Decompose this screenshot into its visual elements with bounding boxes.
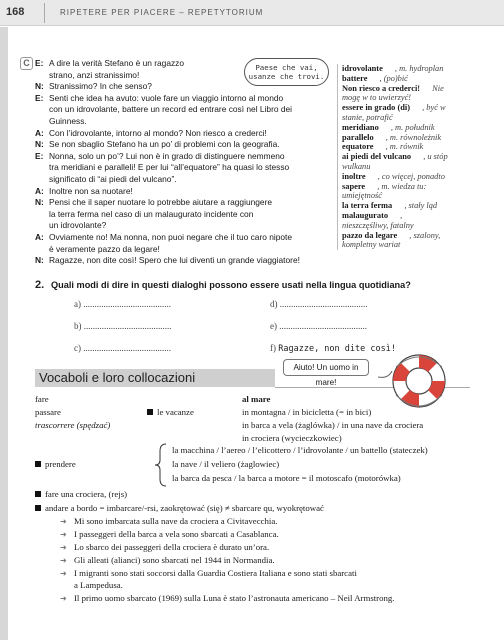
dialog-line xyxy=(35,104,335,116)
speaker-label: E: xyxy=(35,92,44,103)
example-sentence: Gli alleati (alianci) sono sbarcati nel 1944 in Normandia. xyxy=(74,555,275,565)
glossary-term: inoltre xyxy=(342,171,366,181)
glossary-term: Non riesco a crederci! xyxy=(342,83,421,93)
verb-passare: passare xyxy=(35,407,61,417)
verb-fare: fare xyxy=(35,394,49,404)
example-sentence: a Lampedusa. xyxy=(74,580,123,590)
dialog-line xyxy=(35,186,335,198)
bullet-icon xyxy=(35,461,41,467)
glossary-term: equatore xyxy=(342,142,374,152)
prendere-label: prendere xyxy=(45,459,76,469)
arrow-icon: ➜ xyxy=(60,569,67,578)
dialog-line xyxy=(35,93,335,105)
dialog-text-line: Stranissimo? In che senso? xyxy=(49,81,152,92)
glossary-entry xyxy=(342,172,449,182)
dialog-text-line: Ovviamente no! Ma nonna, non puoi negare che il tuo caro nipote xyxy=(49,231,293,242)
glossary-translation: , stały ląd xyxy=(404,201,438,211)
example-sentence: Lo sbarco dei passeggeri della crociera è durato un’ora. xyxy=(74,542,270,552)
speaker-label xyxy=(35,162,49,174)
glossary-entry xyxy=(342,182,449,202)
prendere-item-1: la macchina / l’aereo / l’elicottero / l’idrovolante / un battello (stateczek) xyxy=(172,445,428,455)
glossary-entry xyxy=(342,103,449,123)
answer-label: d) xyxy=(270,299,278,309)
dialog-text-line: Senti che idea ha avuto: vuole fare un viaggio intorno al mondo xyxy=(49,92,284,103)
le-vacanze-label: le vacanze xyxy=(157,407,194,417)
vocab-title: Vocaboli e loro collocazioni xyxy=(39,370,196,385)
glossary-entry xyxy=(342,142,449,152)
dialog-text-line: un idrovolante? xyxy=(49,220,107,231)
speaker-label xyxy=(35,244,49,256)
glossary-translation: , u stóp wulkanu xyxy=(342,152,448,171)
answer-label: b) xyxy=(74,321,82,331)
glossary-translation: , m. równoleżnik xyxy=(385,132,442,142)
example-sentence: Mi sono imbarcata sulla nave da crociera a Civitavecchia. xyxy=(74,516,278,526)
glossary-term: la terra ferma xyxy=(342,201,393,211)
place-montagna: in montagna / in bicicletta (= in bici) xyxy=(242,407,372,417)
margin-strip xyxy=(0,27,8,640)
fare-crociera-label: fare una crociera, (rejs) xyxy=(45,489,128,499)
answer-label: c) xyxy=(74,343,81,353)
place-crociera: in crociera (wycieczkowiec) xyxy=(242,433,342,443)
glossary-term: essere in grado (di) xyxy=(342,103,411,113)
example-sentence: Il primo uomo sbarcato (1969) sulla Luna è stato l’astronauta americano – Neil Armstrong. xyxy=(74,593,395,603)
answer-a[interactable] xyxy=(74,299,171,309)
dialog-text-line: Se non sbaglio Stefano ha un po’ di problemi con la geografia. xyxy=(49,139,280,150)
speaker-label xyxy=(35,104,49,116)
glossary-term: battere xyxy=(342,73,368,83)
speaker-label xyxy=(35,116,49,128)
answer-dots: ....................................... xyxy=(83,321,172,331)
speaker-label: E: xyxy=(35,150,44,161)
speaker-label: A: xyxy=(35,231,44,242)
proverb-line-1: Paese che vai, xyxy=(255,63,318,72)
page-number: 168 xyxy=(6,6,25,18)
dialog-text-line: tra meridiani e paralleli! E per lui “all’equatore” ha quasi lo stesso xyxy=(49,162,290,173)
le-vacanze xyxy=(147,407,194,417)
proverb-bubble xyxy=(244,58,329,86)
dialog-text-line: Guinness. xyxy=(49,115,87,126)
glossary-term: sapere xyxy=(342,181,366,191)
glossary-entry xyxy=(342,84,449,104)
page-header xyxy=(0,0,504,26)
glossary-entry xyxy=(342,211,449,231)
dialog-line xyxy=(35,244,335,256)
speaker-label: E: xyxy=(35,58,44,68)
dialog-tag: C xyxy=(20,57,33,70)
exercise-number: 2. xyxy=(35,279,45,291)
help-bubble: Aiuto! Un uomo in mare! xyxy=(283,359,369,376)
glossary-term: ai piedi del vulcano xyxy=(342,152,412,162)
answer-label: f) xyxy=(270,343,276,353)
speaker-label: A: xyxy=(35,127,44,138)
lifebuoy-icon xyxy=(374,337,454,421)
exercise-question: Quali modi di dire in questi dialoghi possono essere usati nella lingua quotidiana? xyxy=(51,280,411,290)
dialog-text-line: Inoltre non sa nuotare! xyxy=(49,185,133,196)
verb-prendere xyxy=(35,459,76,469)
glossary-entry xyxy=(342,123,449,133)
dialog-line xyxy=(35,174,335,186)
dialog-text-line: Ragazze, non dite così! Spero che lui diventi un grande viaggiatore! xyxy=(49,255,300,266)
glossary-term: parallelo xyxy=(342,132,374,142)
dialog-text-line: significato di “ai piedi del vulcano”. xyxy=(49,173,177,184)
glossary-translation: , szalony, kompletny wariat xyxy=(342,230,441,250)
answer-dots: ....................................... xyxy=(83,343,171,353)
speaker-label: N: xyxy=(35,139,44,150)
speaker-label xyxy=(35,174,49,186)
dialog-line xyxy=(35,220,335,232)
arrow-icon: ➜ xyxy=(60,543,67,552)
dialog-text-line: Nonna, solo un po’? Lui non è in grado di distinguere nemmeno xyxy=(49,150,285,161)
glossary-entry xyxy=(342,74,449,84)
brace-icon xyxy=(154,443,168,487)
glossary-term: meridiano xyxy=(342,122,379,132)
glossary-translation: Nie mogę w to uwierzyć! xyxy=(342,83,444,103)
place-al-mare: al mare xyxy=(242,394,271,404)
andare-bordo xyxy=(35,503,324,513)
arrow-icon: ➜ xyxy=(60,517,67,526)
answer-c[interactable] xyxy=(74,343,171,353)
vocab-title-bar xyxy=(35,369,275,387)
speaker-label: N: xyxy=(35,197,44,208)
glossary-entry xyxy=(342,133,449,143)
answer-dots: ....................................... xyxy=(83,299,171,309)
glossary-translation: , być w stanie, potrafić xyxy=(342,103,446,122)
glossary-term: idrovolante xyxy=(342,64,383,73)
speaker-label: A: xyxy=(35,185,44,196)
dialog-line xyxy=(35,128,335,140)
dialog-text-line: A dire la verità Stefano è un ragazzo xyxy=(49,58,185,68)
dialog-line xyxy=(35,116,335,128)
speaker-label: N: xyxy=(35,255,44,266)
glossary-translation: , nieszczęśliwy, fatalny xyxy=(342,210,414,230)
glossary-term: malaugurato xyxy=(342,210,389,220)
glossary-translation: , m. hydroplan xyxy=(394,64,444,73)
arrow-icon: ➜ xyxy=(60,556,67,565)
verb-trascorrere: trascorrere (spędzać) xyxy=(35,420,111,430)
header-divider xyxy=(44,3,45,23)
glossary-translation: , m. równik xyxy=(385,142,424,152)
glossary-entry xyxy=(342,231,449,251)
dialog-line xyxy=(35,151,335,163)
dialog-line xyxy=(35,255,335,267)
bullet-icon xyxy=(147,409,153,415)
dialog-line xyxy=(35,139,335,151)
prendere-item-3: la barca da pesca / la barca a motore = il motoscafo (motorówka) xyxy=(172,473,401,483)
dialog-text-line: Pensi che il saper nuotare lo potrebbe aiutare a raggiungere xyxy=(49,197,273,208)
dialog-line xyxy=(35,232,335,244)
fare-crociera xyxy=(35,489,127,499)
glossary-entry xyxy=(342,201,449,211)
answer-dots: ....................................... xyxy=(279,321,367,331)
dialog-text-line: con un idrovolante, battere un record ed entrare così nel Libro dei xyxy=(49,104,293,115)
answer-label: a) xyxy=(74,299,81,309)
speaker-label xyxy=(35,70,49,82)
prendere-item-2: la nave / il veliero (żaglowiec) xyxy=(172,459,280,469)
answer-label: e) xyxy=(270,321,277,331)
dialog-line xyxy=(35,209,335,221)
arrow-icon: ➜ xyxy=(60,530,67,539)
place-barca: in barca a vela (żaglówka) / in una nave da crociera xyxy=(242,420,424,430)
dialog-text xyxy=(35,58,335,267)
proverb-line-2: usanze che trovi. xyxy=(248,72,325,81)
example-sentence: I migranti sono stati soccorsi dalla Guardia Costiera Italiana e sono stati sbarcati xyxy=(74,568,357,578)
answer-b[interactable] xyxy=(74,321,172,331)
speaker-label xyxy=(35,220,49,232)
glossary xyxy=(337,64,449,250)
bullet-icon xyxy=(35,491,41,497)
dialog-text-line: strano, anzi stranissimo! xyxy=(49,69,140,80)
dialog-text-line: è veramente pazzo da legare! xyxy=(49,243,160,254)
glossary-term: pazzo da legare xyxy=(342,230,398,240)
glossary-entry xyxy=(342,64,449,74)
arrow-icon: ➜ xyxy=(60,594,67,603)
answer-handwritten: Ragazze, non dite così! xyxy=(278,344,396,354)
andare-bordo-label: andare a bordo = imbarcare/-rsi, zaokrętować (się) ≠ sbarcare qu, wyokrętować xyxy=(45,503,324,513)
speaker-label xyxy=(35,209,49,221)
glossary-translation: , co więcej, ponadto xyxy=(377,171,445,181)
running-title: RIPETERE PER PIACERE – REPETYTORIUM xyxy=(60,8,264,17)
bullet-icon xyxy=(35,505,41,511)
example-sentence: I passeggeri della barca a vela sono sbarcati a Casablanca. xyxy=(74,529,279,539)
glossary-translation: , (po)bić xyxy=(379,73,408,83)
dialog-text-line: Con l’idrovolante, intorno al mondo? Non riesco a crederci! xyxy=(49,127,267,138)
dialog-line xyxy=(35,197,335,209)
speaker-label: N: xyxy=(35,81,44,92)
answer-d[interactable] xyxy=(270,299,368,309)
glossary-entry xyxy=(342,152,449,172)
answer-dots: ....................................... xyxy=(279,299,368,309)
answer-e[interactable] xyxy=(270,321,367,331)
glossary-translation: , m. południk xyxy=(390,122,435,132)
dialog-text-line: la terra ferma nel caso di un malaugurato incidente con xyxy=(49,208,254,219)
dialog-line xyxy=(35,162,335,174)
glossary-translation: , m. wiedza tu: umiejętność xyxy=(342,181,427,201)
